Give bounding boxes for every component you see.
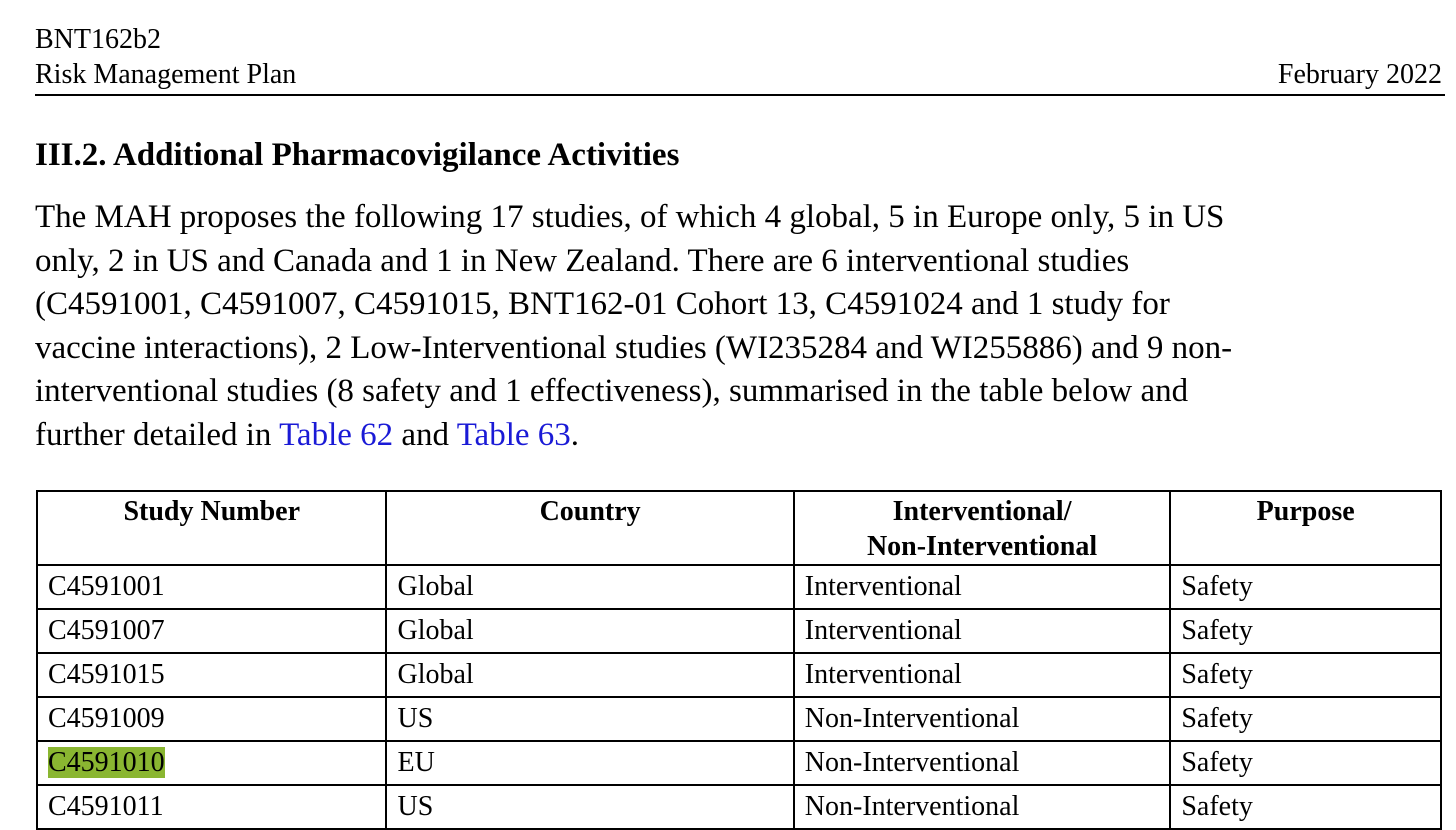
header-country: Country — [386, 491, 793, 565]
header-date: February 2022 — [1277, 59, 1442, 90]
cell-study-number: C4591015 — [37, 653, 386, 697]
cell-study-type: Non-Interventional — [794, 741, 1171, 785]
page-header — [35, 22, 1445, 96]
cell-purpose: Safety — [1170, 741, 1441, 785]
intro-line: only, 2 in US and Canada and 1 in New Zealand. There are 6 interventional studies — [35, 242, 1130, 279]
intro-text: . — [570, 416, 580, 453]
cell-country: Global — [386, 653, 793, 697]
intro-paragraph — [35, 196, 1440, 457]
cell-country: US — [386, 697, 793, 741]
cell-purpose: Safety — [1170, 785, 1441, 829]
cell-study-number: C4591001 — [37, 565, 386, 609]
table-row — [37, 609, 1441, 653]
cell-country: Global — [386, 565, 793, 609]
table-row — [37, 785, 1441, 829]
cell-purpose: Safety — [1170, 653, 1441, 697]
header-study-number: Study Number — [37, 491, 386, 565]
highlighted-study-number: C4591010 — [48, 747, 165, 778]
table-row — [37, 697, 1441, 741]
cell-study-type: Interventional — [794, 653, 1171, 697]
table-62-link[interactable]: Table 62 — [279, 416, 394, 453]
header-document-title: Risk Management Plan — [35, 59, 297, 90]
header-product: BNT162b2 — [35, 24, 161, 55]
cell-study-number — [37, 741, 386, 785]
table-header-row — [37, 491, 1441, 565]
cell-study-type: Non-Interventional — [794, 785, 1171, 829]
cell-purpose: Safety — [1170, 697, 1441, 741]
studies-table — [36, 490, 1442, 830]
header-study-type-line: Interventional/ — [892, 496, 1072, 527]
cell-study-number: C4591011 — [37, 785, 386, 829]
intro-text: and — [393, 416, 457, 453]
intro-line: (C4591001, C4591007, C4591015, BNT162-01 Cohort 13, C4591024 and 1 study for — [35, 286, 1170, 322]
cell-study-type: Non-Interventional — [794, 697, 1171, 741]
intro-line: interventional studies (8 safety and 1 effectiveness), summarised in the table below and — [35, 373, 1189, 409]
section-title: III.2. Additional Pharmacovigilance Activities — [35, 137, 680, 173]
header-left — [35, 22, 296, 92]
cell-country: US — [386, 785, 793, 829]
header-study-type — [794, 491, 1171, 565]
header-purpose: Purpose — [1170, 491, 1441, 565]
table-row — [37, 741, 1441, 785]
intro-line: The MAH proposes the following 17 studies, of which 4 global, 5 in Europe only, 5 in US — [35, 199, 1225, 235]
intro-line: vaccine interactions), 2 Low-Interventional studies (WI235284 and WI255886) and 9 non- — [35, 329, 1233, 366]
cell-study-number: C4591007 — [37, 609, 386, 653]
intro-line — [35, 414, 1440, 458]
cell-study-number: C4591009 — [37, 697, 386, 741]
cell-study-type: Interventional — [794, 609, 1171, 653]
table-63-link[interactable]: Table 63 — [456, 416, 571, 453]
cell-country: EU — [386, 741, 793, 785]
cell-purpose: Safety — [1170, 609, 1441, 653]
cell-country: Global — [386, 609, 793, 653]
header-study-type-line: Non-Interventional — [866, 531, 1098, 562]
intro-text: further detailed in — [35, 416, 280, 453]
cell-purpose: Safety — [1170, 565, 1441, 609]
table-row — [37, 653, 1441, 697]
table-row — [37, 565, 1441, 609]
cell-study-type: Interventional — [794, 565, 1171, 609]
